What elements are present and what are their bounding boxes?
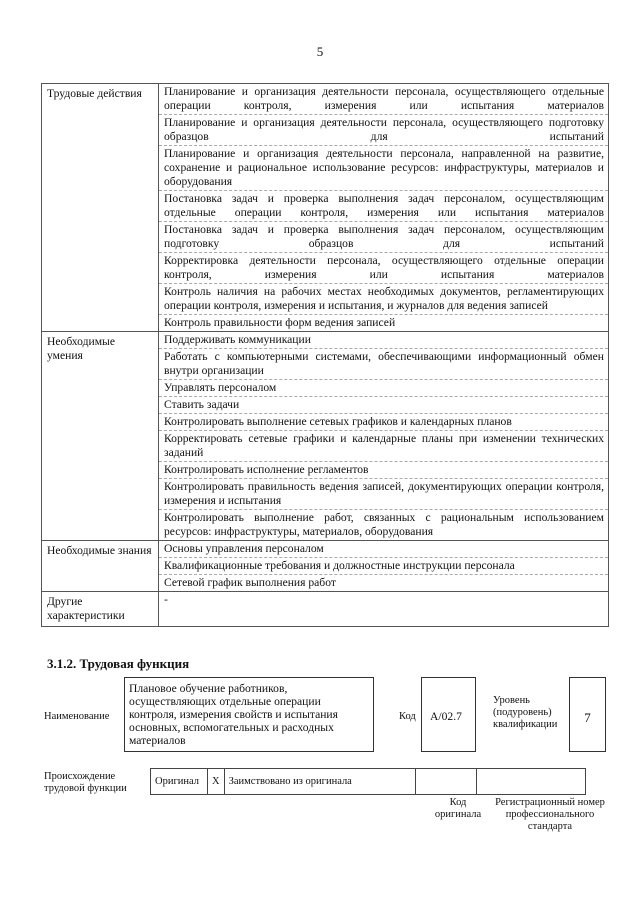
list-item: Контролировать правильность ведения записей, документирующих операции контроля, измерения и испытания [159, 479, 608, 510]
table-row [42, 332, 609, 541]
list-item: Планирование и организация деятельности персонала, направленной на развитие, сохранение и рациональное использование ресурсов: инфраструктуры, материалов и оборудования [159, 146, 608, 191]
list-item: - [164, 593, 168, 606]
function-name-box: Плановое обучение работников, осуществляющих отдельные операции контроля, измерения свойств и испытания основных, вспомогательных и расходных материалов [124, 677, 374, 752]
row-label: Необходимые знания [42, 541, 159, 592]
code-original-cell [415, 769, 476, 795]
row-content [159, 592, 609, 627]
level-label: Уровень (подуровень) квалификации [493, 695, 558, 730]
list-item: Контроль правильности форм ведения записей [164, 316, 396, 329]
list-item: Планирование и организация деятельности персонала, осуществляющего подготовку образцов для испытаний [159, 115, 608, 146]
list-item: Основы управления персоналом [159, 541, 608, 558]
table-row [42, 541, 609, 592]
list-item: Корректировать сетевые графики и календарные планы при изменении технических заданий [159, 431, 608, 462]
list-item: Поддерживать коммуникации [159, 332, 608, 349]
row-content [159, 84, 609, 332]
table-row [42, 84, 609, 332]
code-label: Код [399, 711, 416, 722]
list-item: Постановка задач и проверка выполнения задач персоналом, осуществляющим отдельные операции контроля, измерения или испытания материалов [159, 191, 608, 222]
list-item: Контроль наличия на рабочих местах необходимых документов, регламентирующих операции контроля, измерения и испытания, и журналов для ведения записей [159, 284, 608, 315]
list-item: Планирование и организация деятельности персонала, осуществляющего отдельные операции контроля, измерения или испытания материалов [159, 84, 608, 115]
row-content [159, 332, 609, 541]
original-mark: X [208, 769, 225, 795]
row-label: Другие характеристики [42, 592, 159, 627]
list-item: Управлять персоналом [159, 380, 608, 397]
list-item: Сетевой график выполнения работ [164, 576, 336, 589]
code-original-label: Код оригинала [434, 797, 482, 820]
level-value: 7 [569, 677, 606, 752]
borrowed-label: Заимствовано из оригинала [224, 769, 415, 795]
list-item: Квалификационные требования и должностные инструкции персонала [159, 558, 608, 575]
origin-label: Происхождение трудовой функции [44, 771, 127, 794]
list-item: Контролировать исполнение регламентов [159, 462, 608, 479]
labor-function-table [41, 83, 609, 627]
origin-table [150, 768, 586, 795]
list-item: Контролировать выполнение работ, связанных с рациональным использованием ресурсов: инфраструктуры, материалов, оборудования [164, 511, 604, 538]
code-value: А/02.7 [421, 677, 476, 752]
row-label: Необходимые умения [42, 332, 159, 541]
name-label: Наименование [44, 711, 110, 722]
row-label: Трудовые действия [42, 84, 159, 332]
list-item: Ставить задачи [159, 397, 608, 414]
page-number: 5 [316, 44, 324, 59]
reg-number-cell [476, 769, 585, 795]
list-item: Контролировать выполнение сетевых графиков и календарных планов [159, 414, 608, 431]
reg-number-label: Регистрационный номер профессионального стандарта [495, 797, 605, 832]
list-item: Корректировка деятельности персонала, осуществляющего отдельные операции контроля, измерения или испытания материалов [159, 253, 608, 284]
list-item: Постановка задач и проверка выполнения задач персоналом, осуществляющим подготовку образцов для испытаний [159, 222, 608, 253]
list-item: Работать с компьютерными системами, обеспечивающими информационный обмен внутри организации [159, 349, 608, 380]
table-row [42, 592, 609, 627]
row-content [159, 541, 609, 592]
section-heading: 3.1.2. Трудовая функция [47, 656, 190, 671]
table-row [151, 769, 586, 795]
original-label: Оригинал [151, 769, 208, 795]
